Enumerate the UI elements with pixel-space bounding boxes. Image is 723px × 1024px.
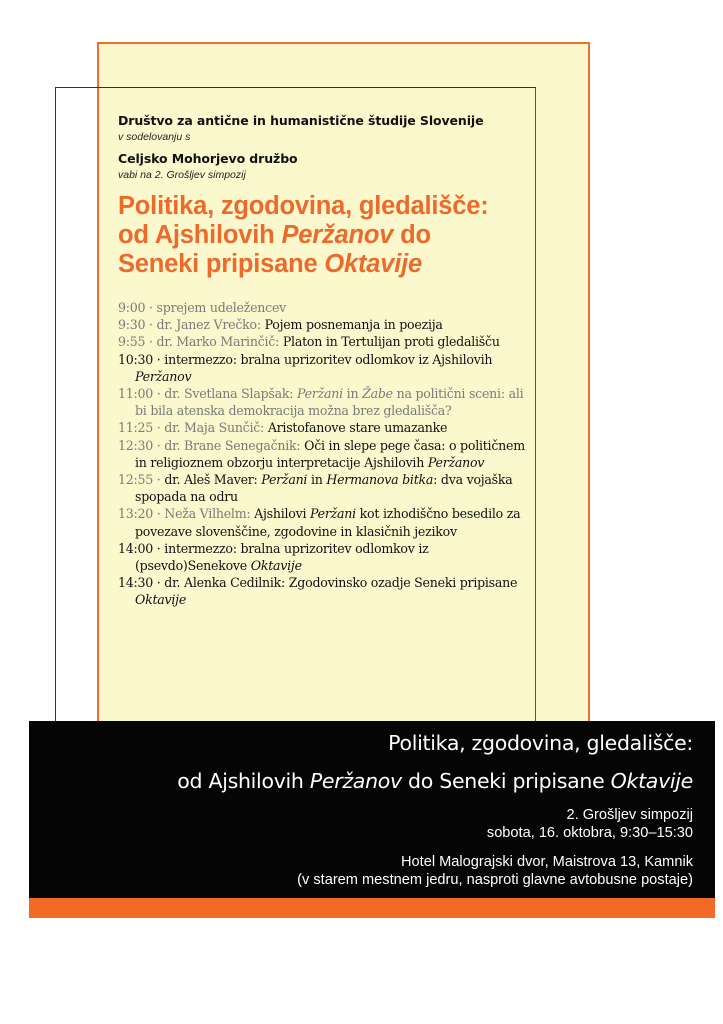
talk-title: Aristofanove stare umazanke: [267, 420, 448, 436]
schedule-item: [118, 437, 538, 471]
banner-text: od Ajshilovih: [177, 769, 310, 793]
talk-text: : dva vojaška spopada na odru: [135, 472, 513, 505]
talk-text: na politični sceni: ali bi bila atenska demokracija možna brez gledališča?: [135, 386, 524, 419]
event-name: 2. Grošljev simpozij: [566, 807, 693, 823]
title-line-1: Politika, zgodovina, gledališče:: [118, 192, 489, 220]
speaker: dr. Aleš Maver:: [164, 472, 262, 488]
banner-title-line-1: Politika, zgodovina, gledališče:: [388, 731, 693, 755]
accent-bar: [29, 898, 715, 918]
talk-text: in: [307, 472, 327, 488]
title-text: do: [393, 221, 431, 249]
time-speaker: 9:55 · dr. Marko Marinčič:: [118, 334, 283, 350]
talk-italic: Oktavije: [135, 592, 187, 608]
talk-text: 14:30 · dr. Alenka Cedilnik: Zgodovinsko ozadje Seneki pripisane: [118, 575, 518, 591]
partner: Celjsko Mohorjevo družbo: [118, 151, 298, 166]
venue-note: (v starem mestnem jedru, nasproti glavne avtobusne postaje): [297, 872, 693, 888]
talk-title: Pojem posnemanja in poezija: [264, 317, 443, 333]
venue-info: [297, 853, 693, 889]
event-info: [487, 806, 693, 842]
banner-italic: Peržanov: [309, 769, 402, 793]
title-italic: Peržanov: [281, 221, 394, 249]
talk-text: 14:00 · intermezzo: bralna uprizoritev odlomkov iz (psevdo)Senekove: [118, 540, 429, 574]
footer-banner: [29, 721, 715, 898]
organizer: Društvo za antične in humanistične študije Slovenije: [118, 113, 484, 128]
talk-title: Oči in slepe pege časa: o političnem in religioznem obzorju interpretacije Ajshilovih: [135, 437, 525, 470]
schedule-item: [118, 505, 538, 539]
talk-text: 10:30 · intermezzo: bralna uprizoritev odlomkov iz Ajshilovih: [118, 351, 493, 367]
talk-title: Platon in Tertulijan proti gledališču: [282, 334, 500, 350]
title-text: od Ajshilovih: [118, 221, 282, 249]
talk-italic: Oktavije: [250, 558, 302, 574]
title-line-2: [118, 221, 538, 250]
talk-italic: Peržanov: [427, 454, 485, 470]
talk-italic: Peržani: [261, 472, 308, 488]
schedule-item: [118, 316, 538, 333]
talk-text: Ajshilovi: [254, 506, 310, 522]
schedule-item: [118, 574, 538, 608]
talk-text: kot izhodiščno besedilo za povezave slovenščine, zgodovine in klasičnih jezikov: [135, 506, 521, 539]
schedule-list: [118, 299, 538, 609]
cooperation-note: v sodelovanju s: [118, 131, 191, 143]
talk-italic: Peržani: [297, 386, 343, 402]
invite-note: vabi na 2. Grošljev simpozij: [118, 169, 246, 181]
schedule-item: [118, 333, 538, 350]
schedule-item: [118, 385, 538, 419]
time-speaker: 9:00 · sprejem udeležencev: [118, 300, 287, 315]
schedule-item: [118, 299, 538, 316]
schedule-item: [118, 351, 538, 385]
talk-italic: Žabe: [362, 386, 393, 402]
talk-italic: Peržani: [310, 506, 356, 522]
banner-italic: Oktavije: [610, 769, 693, 793]
event-date: sobota, 16. oktobra, 9:30–15:30: [486, 825, 693, 841]
banner-title-line-2: [177, 769, 693, 793]
time-speaker: 12:30 · dr. Brane Senegačnik:: [118, 437, 305, 453]
schedule-item: [118, 471, 538, 505]
title-line-3: [118, 250, 538, 279]
talk-text: in: [342, 386, 363, 402]
time-speaker: 9:30 · dr. Janez Vrečko:: [118, 317, 265, 333]
banner-text: do Seneki pripisane: [401, 769, 611, 793]
poster-content: [118, 112, 538, 609]
talk-italic: Hermanova bitka: [326, 472, 434, 488]
title-text: Seneki pripisane: [118, 250, 325, 278]
talk-italic: Peržanov: [135, 368, 192, 384]
venue-address: Hotel Malograjski dvor, Maistrova 13, Kamnik: [401, 854, 693, 870]
time-speaker: 11:00 · dr. Svetlana Slapšak:: [118, 386, 297, 402]
schedule-item: [118, 540, 538, 574]
title-italic: Oktavije: [324, 250, 422, 278]
poster-title: [118, 192, 538, 279]
time-speaker: 12:55 ·: [118, 472, 165, 488]
time-speaker: 13:20 · Neža Vilhelm:: [118, 506, 255, 522]
schedule-item: [118, 419, 538, 436]
time-speaker: 11:25 · dr. Maja Sunčič:: [118, 420, 268, 436]
